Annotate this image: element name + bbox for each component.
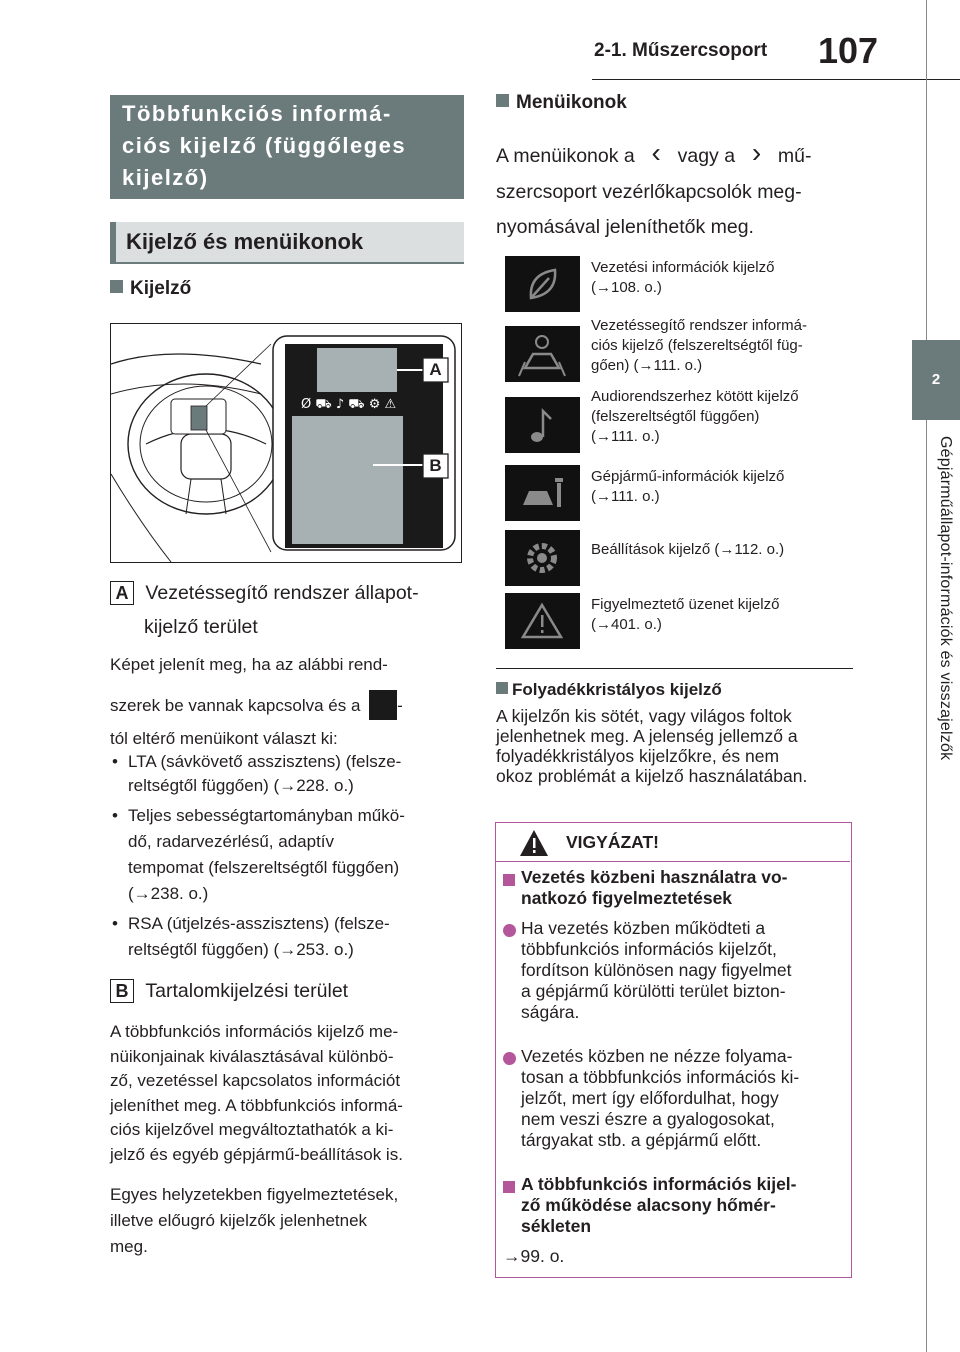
item-a: A Vezetéssegítő rendszer állapot-: [110, 578, 419, 608]
svg-text:Ø ⛟ ♪ ⛟ ⚙ ⚠: Ø ⛟ ♪ ⛟ ⚙ ⚠: [301, 397, 397, 412]
warning-bullet-1: Ha vezetés közben működteti a többfunkciós információs kijelzőt, fordítson különösen nagy figyelmet a gépjármű körülötti terület bizton- ságára.: [503, 921, 516, 942]
subsection-title: Kijelző és menüikonok: [110, 222, 464, 264]
title-line: Többfunkciós informá-: [122, 101, 392, 126]
paragraph-line: tól eltérő menüikont választ ki:: [110, 729, 338, 748]
label-b-box: B: [110, 979, 134, 1003]
header-rule: [592, 79, 960, 80]
paragraph-line: Képet jelenít meg, ha az alábbi rend-: [110, 655, 388, 674]
divider: [496, 668, 853, 669]
intro-line: nyomásával jeleníthetők meg.: [496, 216, 754, 238]
music-note-icon: [505, 397, 580, 453]
instrument-cluster-figure: [110, 323, 462, 563]
chapter-tab: 2: [912, 340, 960, 420]
warning-header: [496, 823, 850, 862]
intro-line: szercsoport vezérlőkapcsolók meg-: [496, 181, 802, 203]
heading-menu-icons: Menüikonok: [496, 92, 627, 114]
leaf-icon: [505, 256, 580, 312]
section-title: [110, 95, 464, 199]
label-a-box: A: [110, 581, 134, 605]
intro-line: A menüikonok a ‹ vagy a › mű-: [496, 137, 812, 168]
item-a-line2: kijelző terület: [144, 616, 258, 638]
figure-label-b: B: [429, 456, 442, 475]
warning-reference: →99. o.: [503, 1246, 565, 1266]
heading-square-icon: [496, 682, 508, 694]
lcd-paragraph: A kijelzőn kis sötét, vagy világos foltok jelenhetnek meg. A jelenség jellemző a folyadékkristályos kijelzőkre, és nem okoz problémát a kijelző használatában.: [496, 706, 808, 786]
bullet-dot-icon: [503, 924, 516, 937]
section-header: 2-1. Műszercsoport: [594, 40, 768, 61]
car-assist-icon: [369, 690, 397, 720]
heading-display: Kijelző: [110, 278, 191, 300]
heading-square-icon: [503, 1181, 515, 1193]
heading-square-icon: [110, 280, 123, 293]
car-info-icon: [505, 465, 580, 521]
warning-icon: [505, 593, 580, 649]
gear-icon: [505, 530, 580, 586]
warning-heading-1: Vezetés közbeni használatra vo- natkozó figyelmeztetések: [503, 870, 515, 891]
page-number: 107: [818, 30, 879, 71]
title-line: kijelző): [122, 165, 209, 190]
chevron-left-icon: ‹: [651, 137, 661, 168]
heading-lcd: Folyadékkristályos kijelző: [496, 680, 722, 700]
chapter-title: Gépjárműállapot-információk és visszajelzők: [937, 436, 954, 761]
paragraph-2: A többfunkciós információs kijelző me- nüikonjainak kiválasztásával különbö- ző, vezetéssel kapcsolatos információt jeleníthet meg. A többfunkciós informá- ciós kijelzővel megváltoztathatók a ki- jelző és egyéb gépjármű-beállítások is.: [110, 1022, 403, 1164]
side-divider: [926, 0, 927, 1352]
paragraph-3: Egyes helyzetekben figyelmeztetések, illetve előugró kijelzők jelenhetnek meg.: [110, 1185, 399, 1256]
warning-triangle-icon: [518, 828, 550, 858]
paragraph-line: szerek be vannak kapcsolva és a -: [110, 690, 403, 720]
dashboard-illustration: [111, 324, 461, 562]
title-line: ciós kijelző (függőleges: [122, 133, 407, 158]
item-b: B Tartalomkijelzési terület: [110, 976, 348, 1006]
car-assist-icon: [505, 326, 580, 382]
chevron-right-icon: ›: [751, 137, 762, 168]
warning-bullet-2: Vezetés közben ne nézze folyama- tosan a többfunkciós információs ki- jelzőt, mert így előfordulhat, hogy nem veszi észre a gyalogosokat, tárgyakat stb. a gépjármű előtt.: [503, 1049, 516, 1070]
warning-heading-2: A többfunkciós információs kijel- ző működése alacsony hőmér- sékleten: [503, 1177, 515, 1198]
bullet-dot-icon: [503, 1052, 516, 1065]
heading-square-icon: [496, 94, 509, 107]
warning-title: VIGYÁZAT!: [566, 832, 660, 852]
heading-square-icon: [503, 874, 515, 886]
figure-label-a: A: [429, 360, 442, 379]
